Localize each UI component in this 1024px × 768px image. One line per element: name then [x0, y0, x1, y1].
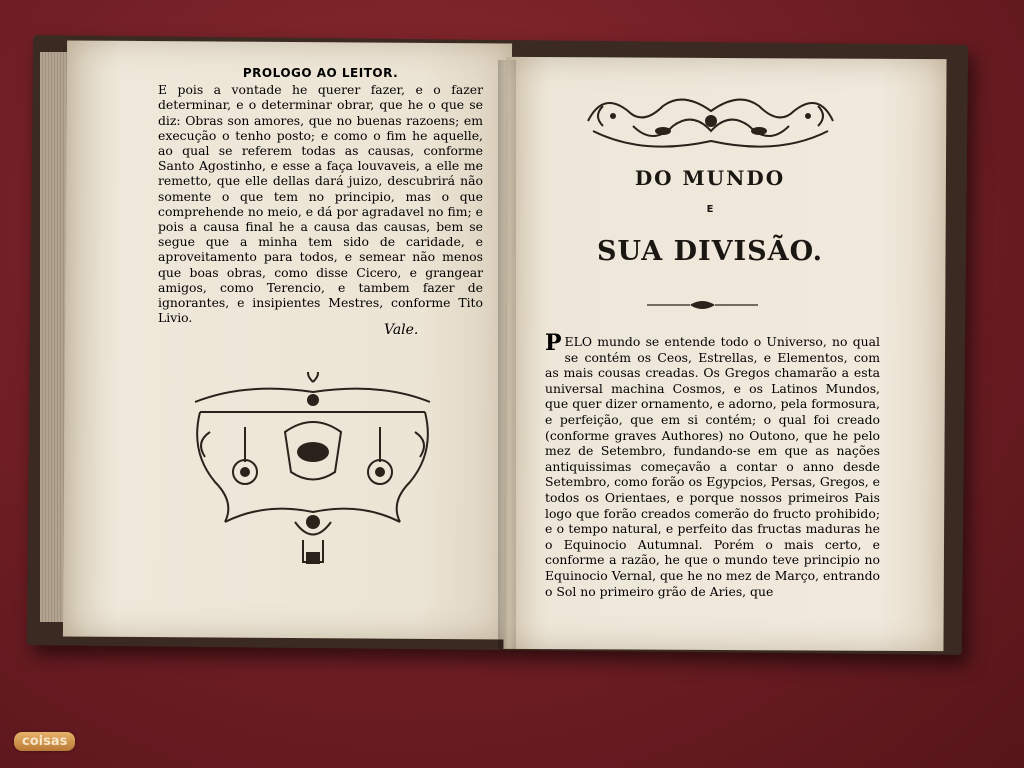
prologo-text-block — [158, 66, 483, 325]
baroque-ornament-illustration — [185, 372, 440, 572]
site-watermark-logo: coisas — [14, 732, 75, 751]
chapter-title-line1: DO MUNDO — [634, 166, 786, 190]
drop-cap: P — [545, 330, 562, 356]
chapter-paragraph — [545, 330, 880, 599]
chapter-title-conjunction: E — [706, 204, 714, 215]
divider-ornament — [645, 299, 760, 311]
book-gutter — [498, 60, 516, 650]
headpiece-ornament — [583, 86, 838, 161]
chapter-title-line2: SUA DIVISÃO. — [597, 236, 823, 267]
chapter-paragraph-text: ELO mundo se entende todo o Universo, no qual se contém os Ceos, Estrellas, e Elementos, com as mais cousas creadas. Os Gregos chamarão a esta universal machina Cosmos, e os Latinos Mundos, que quer dizer ornamento, e adorno, pela formosura, e perfeição, que em si contém; o qual foi creado (conforme graves Authores) no Outono, que he pelo mez de Setembro, fundando-se em que as nações antiquissimas começavão a contar o anno desde Setembro, como forão os Egypcios, Persas, Gregos, e todos os Orientaes, e porque nossos primeiros Pais logo que forão creados comerão do fructo prohibido; e o tempo natural, e perfeito das fructas maduras he o Equinocio Autumnal. Porém o mais certo, e conforme a razão, he que o mundo teve principio no Equinocio Vernal, que he no mez de Março, entrando o Sol no primeiro grão de Aries, que — [545, 334, 880, 599]
prologo-closing: Vale. — [384, 322, 419, 338]
prologo-paragraph: E pois a vontade he querer fazer, e o fazer determinar, e o determinar obrar, que he o que se diz: Obras son amores, que no buenas razoens; em execução o tenho posto; e como o fim he aquelle, ao qual se referem todas as causas, conforme Santo Agostinho, e esse a faça louvaveis, a elle me remetto, que elle dellas dará juizo, descubrirá não somente o que tem no principio, mas o que comprehende no meio, e dá por agradavel no fim; e pois a causa final he a causa das causas, bem se segue que a minha tem sido de caridade, e aproveitamento para todos, e semear não menos que boas obras, como disse Cicero, e grangear amigos, como Terencio, e tambem fazer de ignorantes, e insipientes Mestres, conforme Tito Livio. — [158, 82, 483, 326]
chapter-text-block — [545, 330, 880, 599]
prologo-heading: PROLOGO AO LEITOR. — [242, 66, 399, 80]
